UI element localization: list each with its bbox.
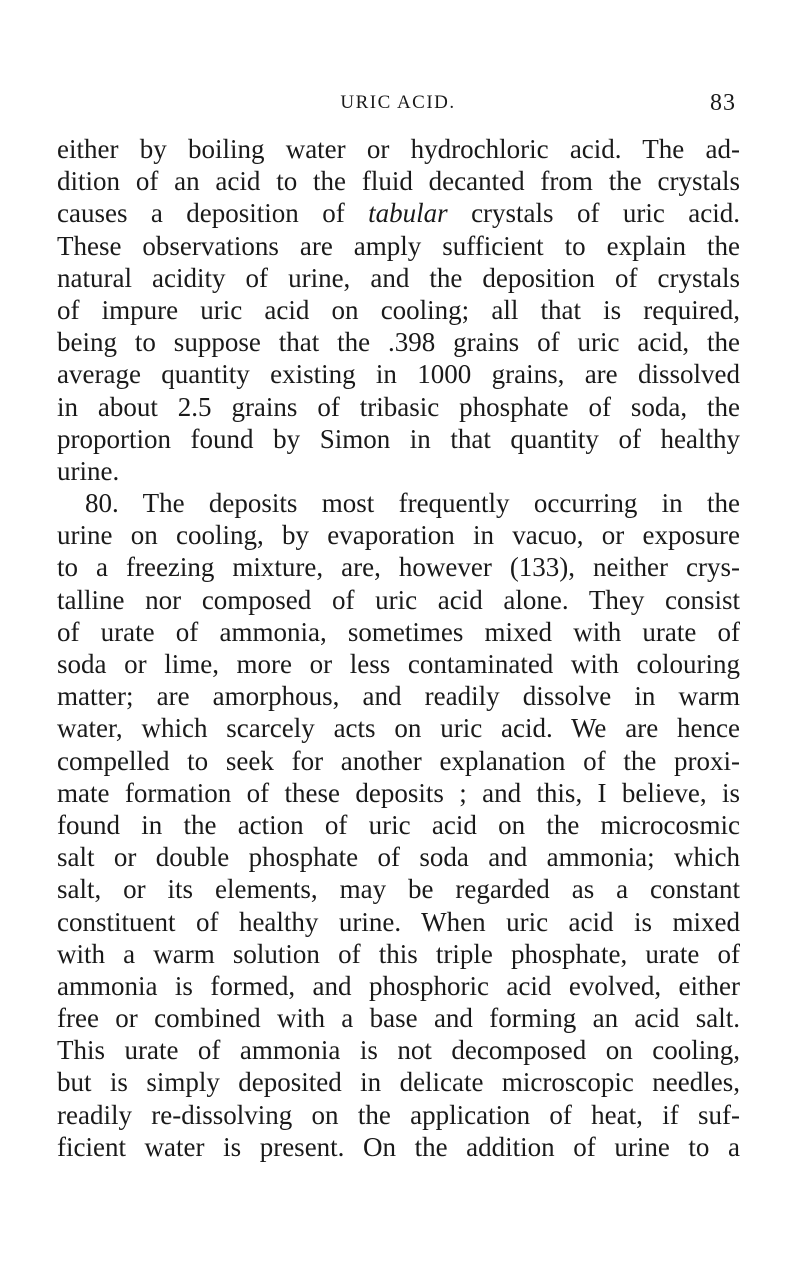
text-line: causes a deposition of tabular crystals of uric acid. [57, 198, 740, 229]
text-line: free or combined with a base and forming an acid salt. [57, 1003, 740, 1034]
text-line: either by boiling water or hydrochloric acid. The ad- [57, 134, 740, 164]
text-line: matter; are amorphous, and readily dissolve in warm [57, 681, 740, 712]
paragraph-start-line: 80. The deposits most frequently occurring in the [85, 488, 740, 519]
text-line: urine on cooling, by evaporation in vacuo, or exposure [57, 520, 740, 551]
body-text [57, 133, 740, 1163]
text-line: natural acidity of urine, and the deposition of crystals [57, 262, 740, 293]
text-line: talline nor composed of uric acid alone. They consist [57, 584, 740, 615]
text-line: constituent of healthy urine. When uric acid is mixed [57, 906, 740, 937]
text-line: in about 2.5 grains of tribasic phosphate of soda, the [57, 391, 740, 422]
text-line: water, which scarcely acts on uric acid. We are hence [57, 713, 740, 744]
text-line: found in the action of uric acid on the microcosmic [57, 809, 740, 840]
text-line: This urate of ammonia is not decomposed on cooling, [57, 1035, 740, 1066]
text-line: soda or lime, more or less contaminated with colouring [57, 649, 740, 679]
text-line: readily re-dissolving on the application of heat, if suf- [57, 1099, 740, 1130]
running-head [60, 90, 736, 120]
text-line: These observations are amply sufficient to explain the [57, 230, 740, 261]
text-line: but is simply deposited in delicate microscopic needles, [57, 1067, 740, 1098]
text-line: compelled to seek for another explanation of the proxi- [57, 745, 740, 776]
text-line: salt or double phosphate of soda and ammonia; which [57, 842, 740, 873]
text-line: proportion found by Simon in that quantity of healthy [57, 423, 740, 454]
text-line: urine. [57, 455, 120, 486]
text-line: ficient water is present. On the addition of urine to a [57, 1131, 740, 1162]
text-line: of urate of ammonia, sometimes mixed with urate of [57, 616, 740, 647]
text-line: average quantity existing in 1000 grains, are dissolved [57, 359, 740, 390]
text-line: dition of an acid to the fluid decanted from the crystals [57, 166, 740, 197]
text-line: to a freezing mixture, are, however (133), neither crys- [57, 552, 740, 583]
text-line: of impure uric acid on cooling; all that is required, [57, 294, 740, 325]
running-title: URIC ACID. [340, 92, 456, 113]
emphasis-word: tabular [368, 198, 448, 229]
page-number: 83 [710, 90, 736, 116]
text-line: mate formation of these deposits ; and this, I believe, is [57, 777, 740, 808]
text-line: ammonia is formed, and phosphoric acid evolved, either [57, 970, 740, 1001]
text-line: being to suppose that the .398 grains of uric acid, the [57, 327, 740, 358]
text-line: salt, or its elements, may be regarded as a constant [57, 874, 740, 905]
text-line: with a warm solution of this triple phosphate, urate of [57, 938, 740, 969]
